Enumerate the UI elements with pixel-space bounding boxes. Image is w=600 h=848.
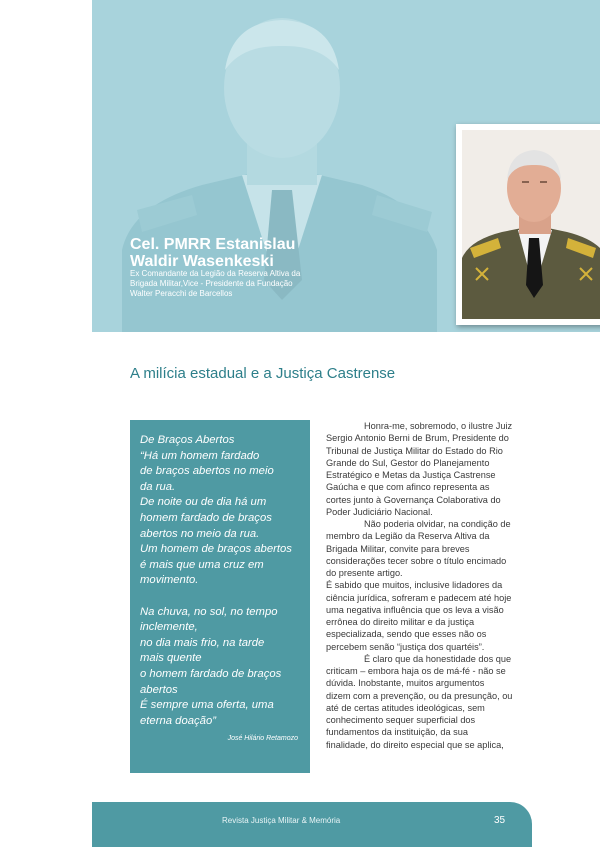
poem-line: De noite ou de dia há um: [140, 496, 267, 509]
person-role-line: Ex Comandante da Legião da Reserva Altiva da: [130, 269, 301, 278]
poem-line: inclemente,: [140, 621, 198, 634]
poem-line: o homem fardado de braços: [140, 667, 282, 680]
poem-line: é mais que uma cruz em: [140, 558, 264, 571]
body-line: Gaúcha e que com afinco representa as: [326, 482, 490, 493]
portrait-photo: [462, 130, 600, 319]
article-title: A milícia estadual e a Justiça Castrense: [130, 365, 396, 382]
body-line: conhecimento sequer superficial dos: [326, 715, 476, 725]
body-line: finalidade, do direito especial que se aplica,: [326, 739, 504, 750]
stanza-break: [140, 589, 302, 605]
body-line: criticam – embora haja os de má-fé - não se: [326, 666, 506, 676]
body-line: Estratégico e Metas da Justiça Castrense: [326, 470, 496, 480]
body-line: Sergio Antonio Berni de Brum, Presidente do: [326, 433, 509, 444]
person-name: [130, 236, 370, 270]
body-line: ciência jurídica, sofreram e padecem até hoje: [326, 592, 512, 603]
article-body: [326, 420, 540, 751]
poem-line: de braços abertos no meio: [140, 465, 274, 478]
body-line: considerações tecer sobre o título encimado: [326, 555, 507, 566]
poem-line: no dia mais frio, na tarde: [140, 636, 265, 649]
body-line: errônea do direito militar e da justiça: [326, 617, 475, 627]
poem-line: É sempre uma oferta, uma: [140, 699, 274, 712]
person-name-line-2: Waldir Wasenkeski: [130, 253, 274, 270]
body-line: até de certas atitudes ideológicas, sem: [326, 702, 485, 713]
body-line: do presente artigo.: [326, 568, 403, 578]
poem-line: movimento.: [140, 574, 199, 587]
poem-line: “Há um homem fardado: [140, 449, 260, 462]
body-line: Honra-me, sobremodo, o ilustre Juiz: [364, 421, 513, 431]
body-line: Poder Judiciário Nacional.: [326, 506, 433, 517]
poem-title: De Braços Abertos: [140, 434, 235, 446]
poem-quote-box: [130, 420, 310, 773]
person-role: [130, 269, 365, 299]
poem-line: Na chuva, no sol, no tempo: [140, 605, 278, 618]
page-number: 35: [494, 815, 506, 826]
body-line: especializada, sendo que esses não os: [326, 629, 487, 640]
person-role-line: Walter Peracchi de Barcellos: [130, 289, 233, 298]
body-line: Brigada Militar, convite para breves: [326, 543, 470, 554]
person-name-line-1: Cel. PMRR Estanislau: [130, 236, 296, 253]
body-line: Tribunal de Justiça Militar do Estado do Rio: [326, 445, 503, 456]
body-line: cortes junto à Governança Colaborativa do: [326, 494, 501, 505]
footer-band: [92, 802, 532, 847]
poem-line: Um homem de braços abertos: [140, 543, 292, 556]
body-line: percebem senão “justiça dos quartéis”.: [326, 641, 485, 652]
body-line: uma negativa influência que os leva a visão: [326, 604, 504, 615]
body-line: dizem com a prevenção, ou da presunção, ou: [326, 690, 513, 701]
body-line: É sabido que muitos, inclusive lidadores da: [326, 580, 503, 591]
body-line: dúvida. Inobstante, muitos argumentos: [326, 678, 485, 689]
body-line: fundamentos da instituição, da sua: [326, 727, 468, 738]
poem-line: homem fardado de braços: [140, 511, 272, 524]
poem-line: abertos no meio da rua.: [140, 527, 260, 540]
publication-name: Revista Justiça Militar & Memória: [222, 816, 341, 825]
body-line: Grande do Sul, Gestor do Planejamento: [326, 457, 490, 468]
body-line: É claro que da honestidade dos que: [364, 653, 512, 664]
body-line: membro da Legião da Reserva Altiva da: [326, 531, 490, 542]
body-line: Não poderia olvidar, na condição de: [364, 519, 511, 529]
portrait-frame: [456, 124, 600, 325]
person-role-line: Brigada Militar,Vice - Presidente da Fundação: [130, 279, 293, 288]
poem-line: da rua.: [140, 480, 176, 493]
poem-line: abertos: [140, 683, 178, 696]
poem-line: mais quente: [140, 652, 202, 665]
poem-author: José Hilário Retamozo: [227, 735, 298, 743]
poem-line: eterna doação”: [140, 714, 216, 727]
